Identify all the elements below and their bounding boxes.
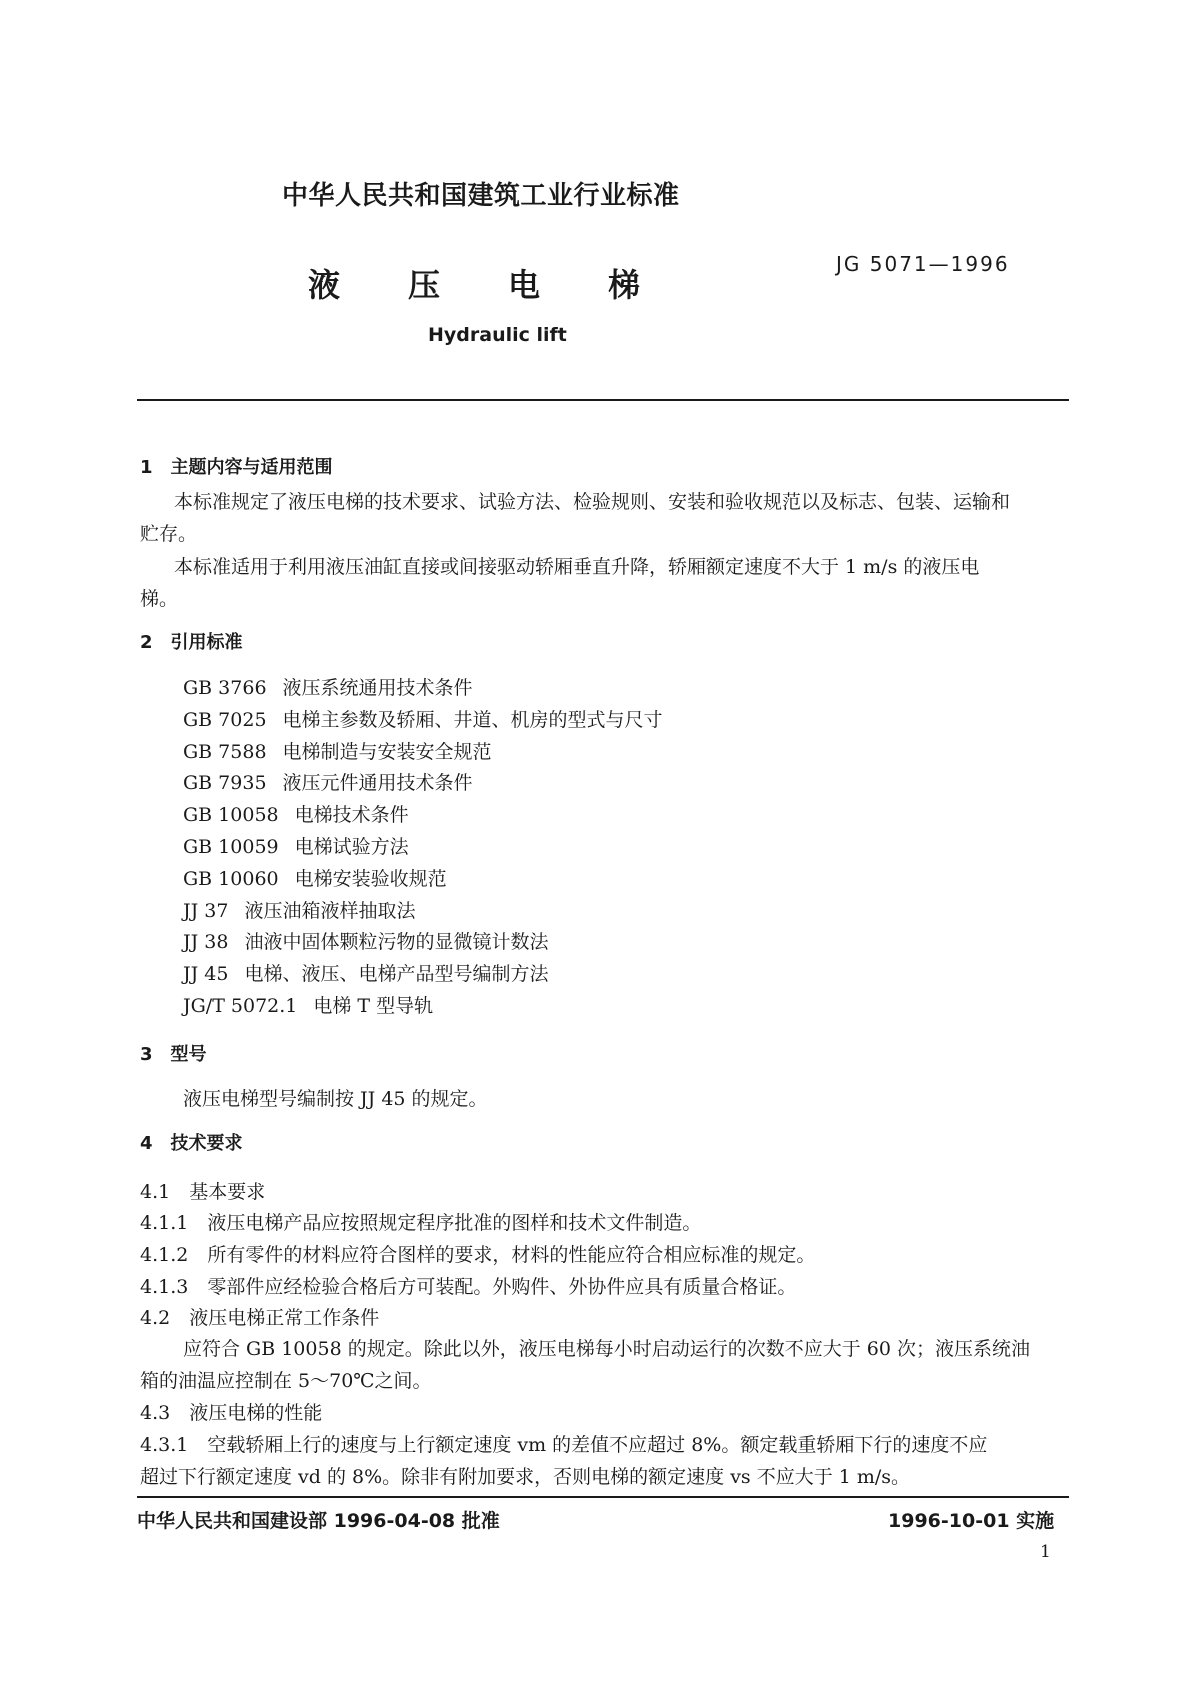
standard-title: 液压油箱液样抽取法 [244, 899, 416, 922]
clause-4-1-2: 4.1.2 所有零件的材料应符合图样的要求，材料的性能应符合相应标准的规定。 [140, 1244, 816, 1266]
subsection-4-3: 4.3 液压电梯的性能 [140, 1402, 323, 1424]
standard-title: 电梯技术条件 [294, 804, 409, 827]
list-item [183, 739, 663, 771]
list-item [183, 707, 663, 739]
section-1-paragraph-1-line-2: 贮存。 [140, 523, 198, 545]
standard-code: GB 7935 [183, 772, 267, 795]
section-3-heading: 3 型号 [140, 1044, 207, 1065]
clause-4-3-1-line-2: 超过下行额定速度 vd 的 8%。除非有附加要求，否则电梯的额定速度 vs 不应大于 1 m/s。 [140, 1466, 911, 1488]
list-item [183, 961, 663, 993]
standard-title: 电梯试验方法 [294, 835, 409, 858]
standard-title: 电梯 T 型导轨 [313, 994, 434, 1017]
header-divider [137, 399, 1069, 401]
section-1-paragraph-2-line-1: 本标准适用于利用液压油缸直接或间接驱动轿厢垂直升降，轿厢额定速度不大于 1 m/s 的液压电 [174, 556, 980, 578]
section-1-paragraph-2-line-2: 梯。 [140, 588, 179, 610]
standard-code: JG/T 5072.1 [183, 994, 298, 1017]
standard-title: 电梯、液压、电梯产品型号编制方法 [244, 963, 549, 986]
standard-code: JG 5071—1996 [836, 252, 1010, 276]
document-title: 液压电梯 [308, 266, 709, 304]
clause-4-1-3: 4.1.3 零部件应经检验合格后方可装配。外购件、外协件应具有质量合格证。 [140, 1276, 797, 1298]
section-4-heading: 4 技术要求 [140, 1133, 243, 1154]
section-1-heading: 1 主题内容与适用范围 [140, 457, 333, 478]
clause-4-1-1: 4.1.1 液压电梯产品应按照规定程序批准的图样和技术文件制造。 [140, 1212, 702, 1234]
list-item [183, 802, 663, 834]
standard-title: 电梯主参数及轿厢、井道、机房的型式与尺寸 [282, 708, 663, 731]
list-item [183, 770, 663, 802]
standard-title: 油液中固体颗粒污物的显微镜计数法 [244, 931, 549, 954]
subsection-4-2: 4.2 液压电梯正常工作条件 [140, 1307, 380, 1329]
standard-code: JJ 45 [183, 963, 229, 986]
standard-title: 电梯制造与安装安全规范 [282, 740, 492, 763]
standard-code: GB 10058 [183, 804, 279, 827]
subsection-4-1: 4.1 基本要求 [140, 1181, 266, 1203]
standard-code: GB 7025 [183, 708, 267, 731]
standard-code: JJ 37 [183, 899, 229, 922]
list-item [183, 675, 663, 707]
page-number: 1 [1040, 1542, 1051, 1562]
section-3-paragraph: 液压电梯型号编制按 JJ 45 的规定。 [183, 1088, 488, 1110]
effective-date: 1996-10-01 实施 [888, 1510, 1055, 1532]
footer-divider [137, 1496, 1069, 1498]
standard-code: GB 10059 [183, 835, 279, 858]
clause-4-3-1-line-1: 4.3.1 空载轿厢上行的速度与上行额定速度 vm 的差值不应超过 8%。额定载重轿厢下行的速度不应 [140, 1434, 988, 1456]
list-item [183, 929, 663, 961]
list-item [183, 993, 663, 1025]
standard-title: 液压系统通用技术条件 [282, 677, 473, 699]
section-1-paragraph-1-line-1: 本标准规定了液压电梯的技术要求、试验方法、检验规则、安装和验收规范以及标志、包装、运输和 [174, 491, 1011, 513]
list-item [183, 834, 663, 866]
standard-code: GB 3766 [183, 677, 267, 699]
standard-code: GB 10060 [183, 867, 279, 890]
list-item [183, 898, 663, 930]
approval-date: 中华人民共和国建设部 1996-04-08 批准 [137, 1510, 500, 1532]
referenced-standards-list [183, 675, 663, 1025]
english-subtitle: Hydraulic lift [428, 324, 567, 346]
issuing-org-header: 中华人民共和国建筑工业行业标准 [282, 181, 680, 211]
standard-title: 电梯安装验收规范 [294, 867, 447, 890]
subsection-4-2-line-1: 应符合 GB 10058 的规定。除此以外，液压电梯每小时启动运行的次数不应大于 60 次；液压系统油 [183, 1338, 1030, 1360]
standard-title: 液压元件通用技术条件 [282, 772, 473, 795]
standard-code: JJ 38 [183, 931, 229, 954]
subsection-4-2-line-2: 箱的油温应控制在 5～70℃之间。 [140, 1370, 432, 1392]
standard-code: GB 7588 [183, 740, 267, 763]
list-item [183, 866, 663, 898]
section-2-heading: 2 引用标准 [140, 632, 243, 653]
